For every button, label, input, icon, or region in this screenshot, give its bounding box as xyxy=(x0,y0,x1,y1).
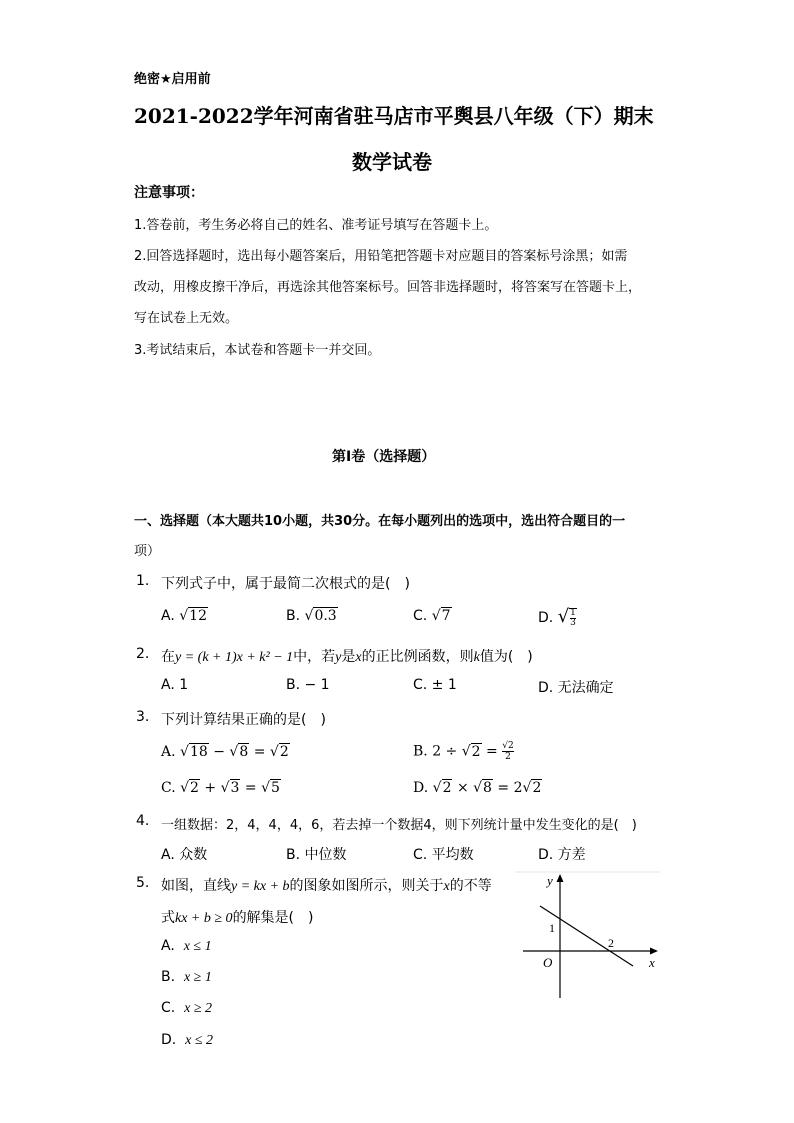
q2-option-d: D. 无法确定 xyxy=(538,680,614,696)
q2-var-x: x xyxy=(355,650,362,665)
q5-option-a-label: A. xyxy=(161,938,175,954)
q5-option-b-expression: x ≥ 1 xyxy=(183,970,212,985)
q5-stem-l2-post: 的解集是( ) xyxy=(232,910,314,926)
notice-item-2-line2: 改动，用橡皮擦干净后，再选涂其他答案标号。回答非选择题时，将答案写在答题卡上， xyxy=(134,280,642,295)
q2-var-k: k xyxy=(473,650,480,665)
q3-a-radicand-2: 8 xyxy=(239,744,249,760)
section1-heading-line1: 一、选择题（本大题共10小题，共30分。在每小题列出的选项中，选出符合题目的一 xyxy=(134,514,626,529)
q3-option-c-label: C. xyxy=(161,780,176,796)
part1-title: 第Ⅰ卷（选择题） xyxy=(332,449,436,465)
y-axis-arrow-icon xyxy=(557,874,564,882)
q5-stem-l2-expression: kx + b ≥ 0 xyxy=(175,911,233,926)
q3-b-numerator: √2 xyxy=(502,741,514,751)
q1-option-b-radicand: 0.3 xyxy=(314,608,337,624)
q4-option-b: B. 中位数 xyxy=(286,847,347,863)
q3-option-b: B. 2 ÷ √2 = $\frac{√2}{2}$ xyxy=(413,741,514,762)
q3-option-d-label: D. xyxy=(413,780,429,796)
q1-option-d-numerator: 1 xyxy=(570,608,576,618)
q5-stem-l2-pre: 式 xyxy=(161,910,175,926)
q1-option-d-label: D. xyxy=(538,610,554,626)
q2-number: 2. xyxy=(136,646,150,662)
x-axis-arrow-icon xyxy=(650,948,658,955)
q5-option-b-label: B. xyxy=(161,969,176,985)
q5-option-c xyxy=(161,1000,212,1017)
q5-stem-line2 xyxy=(161,907,314,927)
q4-option-a: A. 众数 xyxy=(161,847,208,863)
notice-heading: 注意事项： xyxy=(134,185,204,201)
q2-stem-end: 值为( ) xyxy=(479,649,533,665)
q3-option-a: A. √18 − √8 = √2 xyxy=(161,744,289,760)
q3-b-equals: = xyxy=(486,743,498,760)
exam-title-line2: 数学试卷 xyxy=(352,150,432,174)
q5-number: 5. xyxy=(136,875,150,891)
q1-stem: 下列式子中，属于最简二次根式的是( ) xyxy=(161,576,410,592)
y-axis-label: y xyxy=(547,873,553,888)
section1-heading-line2: 项） xyxy=(134,544,161,559)
q5-stem-l1-var: x xyxy=(443,879,450,894)
q5-option-d xyxy=(161,1032,213,1049)
secret-label: 绝密★启用前 xyxy=(134,72,211,87)
q3-option-b-label: B. xyxy=(413,743,428,760)
q3-a-radicand-3: 2 xyxy=(279,744,289,760)
q3-a-radicand-1: 18 xyxy=(189,744,208,760)
q2-option-c: C. ± 1 xyxy=(413,677,457,693)
q3-c-equals: = xyxy=(244,780,257,796)
notice-item-1: 1.答卷前，考生务必将自己的姓名、准考证号填写在答题卡上。 xyxy=(134,218,498,233)
q3-number: 3. xyxy=(136,709,150,725)
q5-linear-graph xyxy=(515,870,665,1005)
graph-line xyxy=(540,906,633,966)
x-intercept-label: 2 xyxy=(608,936,614,950)
q3-c-operator: + xyxy=(204,780,217,796)
q3-b-prefix: 2 ÷ xyxy=(432,743,458,760)
q4-stem: 一组数据：2，4，4，4，6，若去掉一个数据4，则下列统计量中发生变化的是( ) xyxy=(161,818,637,833)
notice-item-2-line3: 写在试卷上无效。 xyxy=(134,311,239,326)
q1-option-c: C. √7 xyxy=(413,608,451,624)
q2-stem-post: 的正比例函数，则 xyxy=(361,649,474,665)
q3-b-denominator: 2 xyxy=(505,752,511,762)
q1-option-a: A. √12 xyxy=(161,608,207,624)
q3-option-a-label: A. xyxy=(161,744,176,760)
q4-option-c: C. 平均数 xyxy=(413,847,474,863)
q5-option-d-expression: x ≤ 2 xyxy=(185,1033,214,1048)
q3-c-radicand-1: 2 xyxy=(190,780,199,796)
q3-d-equals: = 2 xyxy=(497,780,523,796)
q1-option-d: D. √ $\frac{1}{3}$ xyxy=(538,606,576,628)
q3-d-radicand-3: 2 xyxy=(532,780,542,796)
q3-a-operator: − xyxy=(213,744,225,760)
q1-option-a-radicand: 12 xyxy=(189,608,207,624)
q3-option-d: D. √2 × √8 = 2√2 xyxy=(413,780,542,796)
q1-number: 1. xyxy=(136,573,150,589)
q3-d-radicand-1: 2 xyxy=(442,780,452,796)
q1-option-b-label: B. xyxy=(286,608,301,624)
q5-stem-l1-post: 的不等 xyxy=(449,878,492,894)
q5-option-c-expression: x ≥ 2 xyxy=(184,1001,213,1016)
q2-option-a: A. 1 xyxy=(161,677,189,693)
x-axis-label: x xyxy=(649,955,655,970)
q5-stem-l1-mid: 的图象如图所示，则关于 xyxy=(289,878,444,894)
q2-stem xyxy=(161,646,533,666)
q1-option-a-label: A. xyxy=(161,608,175,624)
q2-stem-is: 是 xyxy=(341,649,356,665)
q3-a-equals: = xyxy=(253,744,266,760)
q2-stem-expression: y = (k + 1)x + k² − 1 xyxy=(175,650,294,665)
y-intercept-label: 1 xyxy=(549,921,555,935)
q2-stem-pre: 在 xyxy=(161,649,175,665)
q3-d-operator: × xyxy=(456,780,469,796)
q5-option-d-label: D. xyxy=(161,1032,177,1048)
origin-label: O xyxy=(543,955,553,970)
q2-stem-mid: 中，若 xyxy=(293,649,336,665)
notice-item-3: 3.考试结束后，本试卷和答题卡一并交回。 xyxy=(134,343,381,358)
exam-title-line1: 2021-2022学年河南省驻马店市平舆县八年级（下）期末 xyxy=(134,104,654,128)
q1-option-c-label: C. xyxy=(413,608,428,624)
q4-number: 4. xyxy=(136,813,150,829)
notice-item-2-line1: 2.回答选择题时，选出每小题答案后，用铅笔把答题卡对应题目的答案标号涂黑；如需 xyxy=(134,249,628,264)
q5-option-b xyxy=(161,969,212,986)
q4-option-d: D. 方差 xyxy=(538,847,586,863)
q5-stem-l1-expression: y = kx + b xyxy=(231,879,290,894)
q5-stem-l1-pre: 如图，直线 xyxy=(161,878,231,894)
q5-option-c-label: C. xyxy=(161,1000,176,1016)
q1-option-c-radicand: 7 xyxy=(441,608,451,624)
q3-c-radicand-3: 5 xyxy=(271,780,280,796)
q3-c-radicand-2: 3 xyxy=(230,780,240,796)
q1-option-d-denominator: 3 xyxy=(570,618,576,628)
q5-option-a xyxy=(161,938,212,955)
q5-stem-line1 xyxy=(161,875,492,895)
q3-d-radicand-2: 8 xyxy=(483,780,492,796)
q2-option-b: B. − 1 xyxy=(286,677,330,693)
q5-option-a-expression: x ≤ 1 xyxy=(183,939,212,954)
q1-option-b: B. √0.3 xyxy=(286,608,337,624)
q2-var-y: y xyxy=(335,650,342,665)
q3-option-c: C. √2 + √3 = √5 xyxy=(161,780,280,796)
q3-b-radicand: 2 xyxy=(471,743,481,760)
q3-stem: 下列计算结果正确的是( ) xyxy=(161,712,326,728)
